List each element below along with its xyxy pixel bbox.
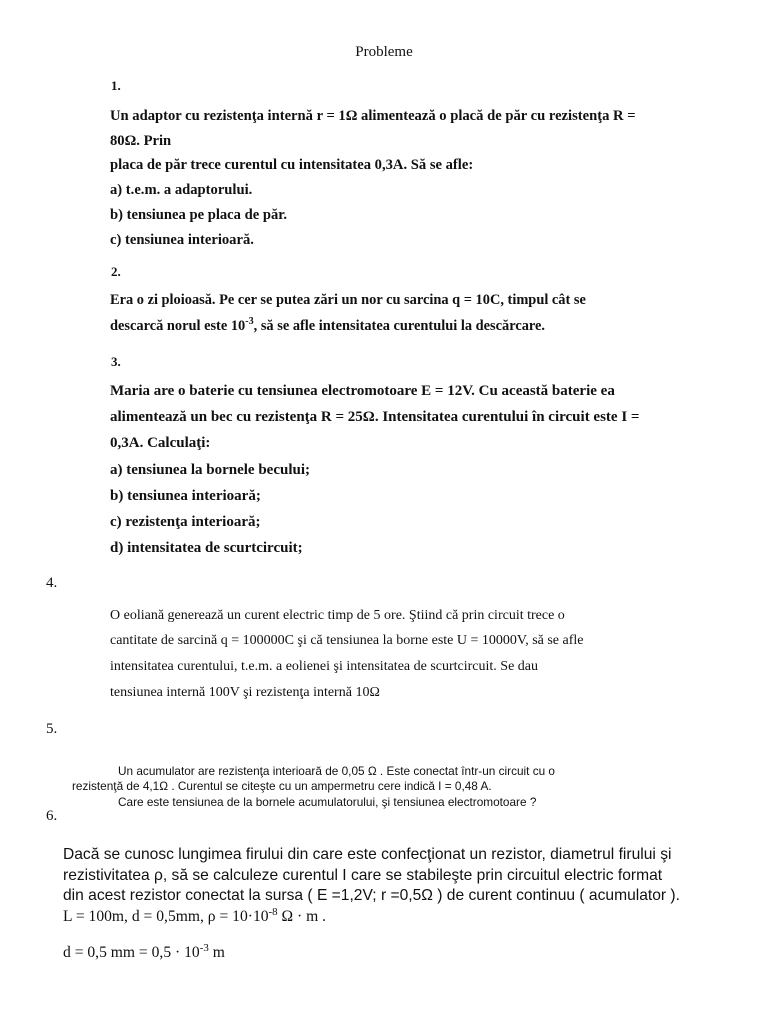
problem-3-number: 3.: [111, 354, 121, 369]
problem-6-line-5: d = 0,5 mm = $0,5 \cdot 10^{-3}$ m: [63, 941, 225, 961]
problem-5-line-1: Un acumulator are rezistenţa interioară de 0,05 Ω . Este conectat într-un circuit cu o: [118, 764, 555, 778]
problem-1-item-a: a) t.e.m. a adaptorului.: [110, 182, 253, 198]
problem-1-number: 1.: [111, 78, 121, 93]
problem-1-item-b: b) tensiunea pe placa de păr.: [110, 207, 288, 223]
problem-2-line-2: descarcă norul este $10^{-3}$, să se afle intensitatea curentului la descărcare.: [110, 316, 546, 334]
problem-4-line-3: intensitatea curentului, t.e.m. a eolienei şi intensitatea de scurtcircuit. Se dau: [110, 659, 539, 674]
problem-5-line-2: rezistenţă de 4,1Ω . Curentul se citeşte cu un ampermetru cere indică I = 0,48 A.: [72, 779, 492, 793]
problem-4-line-1: O eoliană generează un curent electric timp de 5 ore. Ştiind că prin circuit trece o: [110, 608, 565, 623]
problem-2-number: 2.: [111, 264, 121, 279]
problem-5-number: 5.: [46, 721, 58, 737]
problem-4-line-2: cantitate de sarcină q = 100000C şi că tensiunea la borne este U = 10000V, să se afle: [110, 633, 584, 648]
problem-3-line-3: 0,3A. Calculaţi:: [110, 435, 211, 451]
problem-3-line-1: Maria are o baterie cu tensiunea electromotoare E = 12V. Cu această baterie ea: [110, 383, 615, 399]
problem-6-line-4: L = 100m, d = 0,5mm, $\rho = 10\cdot 10^{-8}$ Ω · m .: [63, 905, 327, 925]
problem-1-line-1: Un adaptor cu rezistenţa internă r = 1Ω alimentează o placă de păr cu rezistenţa R =: [110, 108, 636, 124]
problem-3-item-c: c) rezistenţa interioară;: [110, 514, 261, 530]
problem-6-number: 6.: [46, 808, 58, 824]
problem-6-line-2: rezistivitatea ρ, să se calculeze curentul I care se stabileşte prin circuitul electric format: [63, 867, 663, 884]
problem-5-line-3: Care este tensiunea de la bornele acumulatorului, şi tensiunea electromotoare ?: [118, 795, 537, 809]
problem-3-item-a: a) tensiunea la bornele becului;: [110, 462, 311, 478]
problem-1-item-c: c) tensiunea interioară.: [110, 232, 254, 248]
problem-6-line-3: din acest rezistor conectat la sursa ( E =1,2V; r =0,5Ω ) de curent continuu ( acumulator ).: [63, 887, 680, 904]
problem-3-item-d: d) intensitatea de scurtcircuit;: [110, 540, 303, 556]
page-title: Probleme: [355, 44, 413, 60]
problem-1-line-2: 80Ω. Prin: [110, 133, 172, 149]
problem-3-item-b: b) tensiunea interioară;: [110, 488, 261, 504]
problem-3-line-2: alimentează un bec cu rezistenţa R = 25Ω. Intensitatea curentului în circuit este I =: [110, 409, 640, 425]
problem-1-line-3: placa de păr trece curentul cu intensitatea 0,3A. Să se afle:: [110, 157, 474, 173]
problem-4-line-4: tensiunea internă 100V şi rezistenţa internă 10Ω: [110, 685, 380, 700]
problem-2-line-1: Era o zi ploioasă. Pe cer se putea zări un nor cu sarcina q = 10C, timpul cât se: [110, 292, 586, 308]
problem-6-line-1: Dacă se cunosc lungimea firului din care este confecţionat un rezistor, diametrul firului şi: [63, 846, 672, 863]
problem-4-number: 4.: [46, 575, 58, 591]
